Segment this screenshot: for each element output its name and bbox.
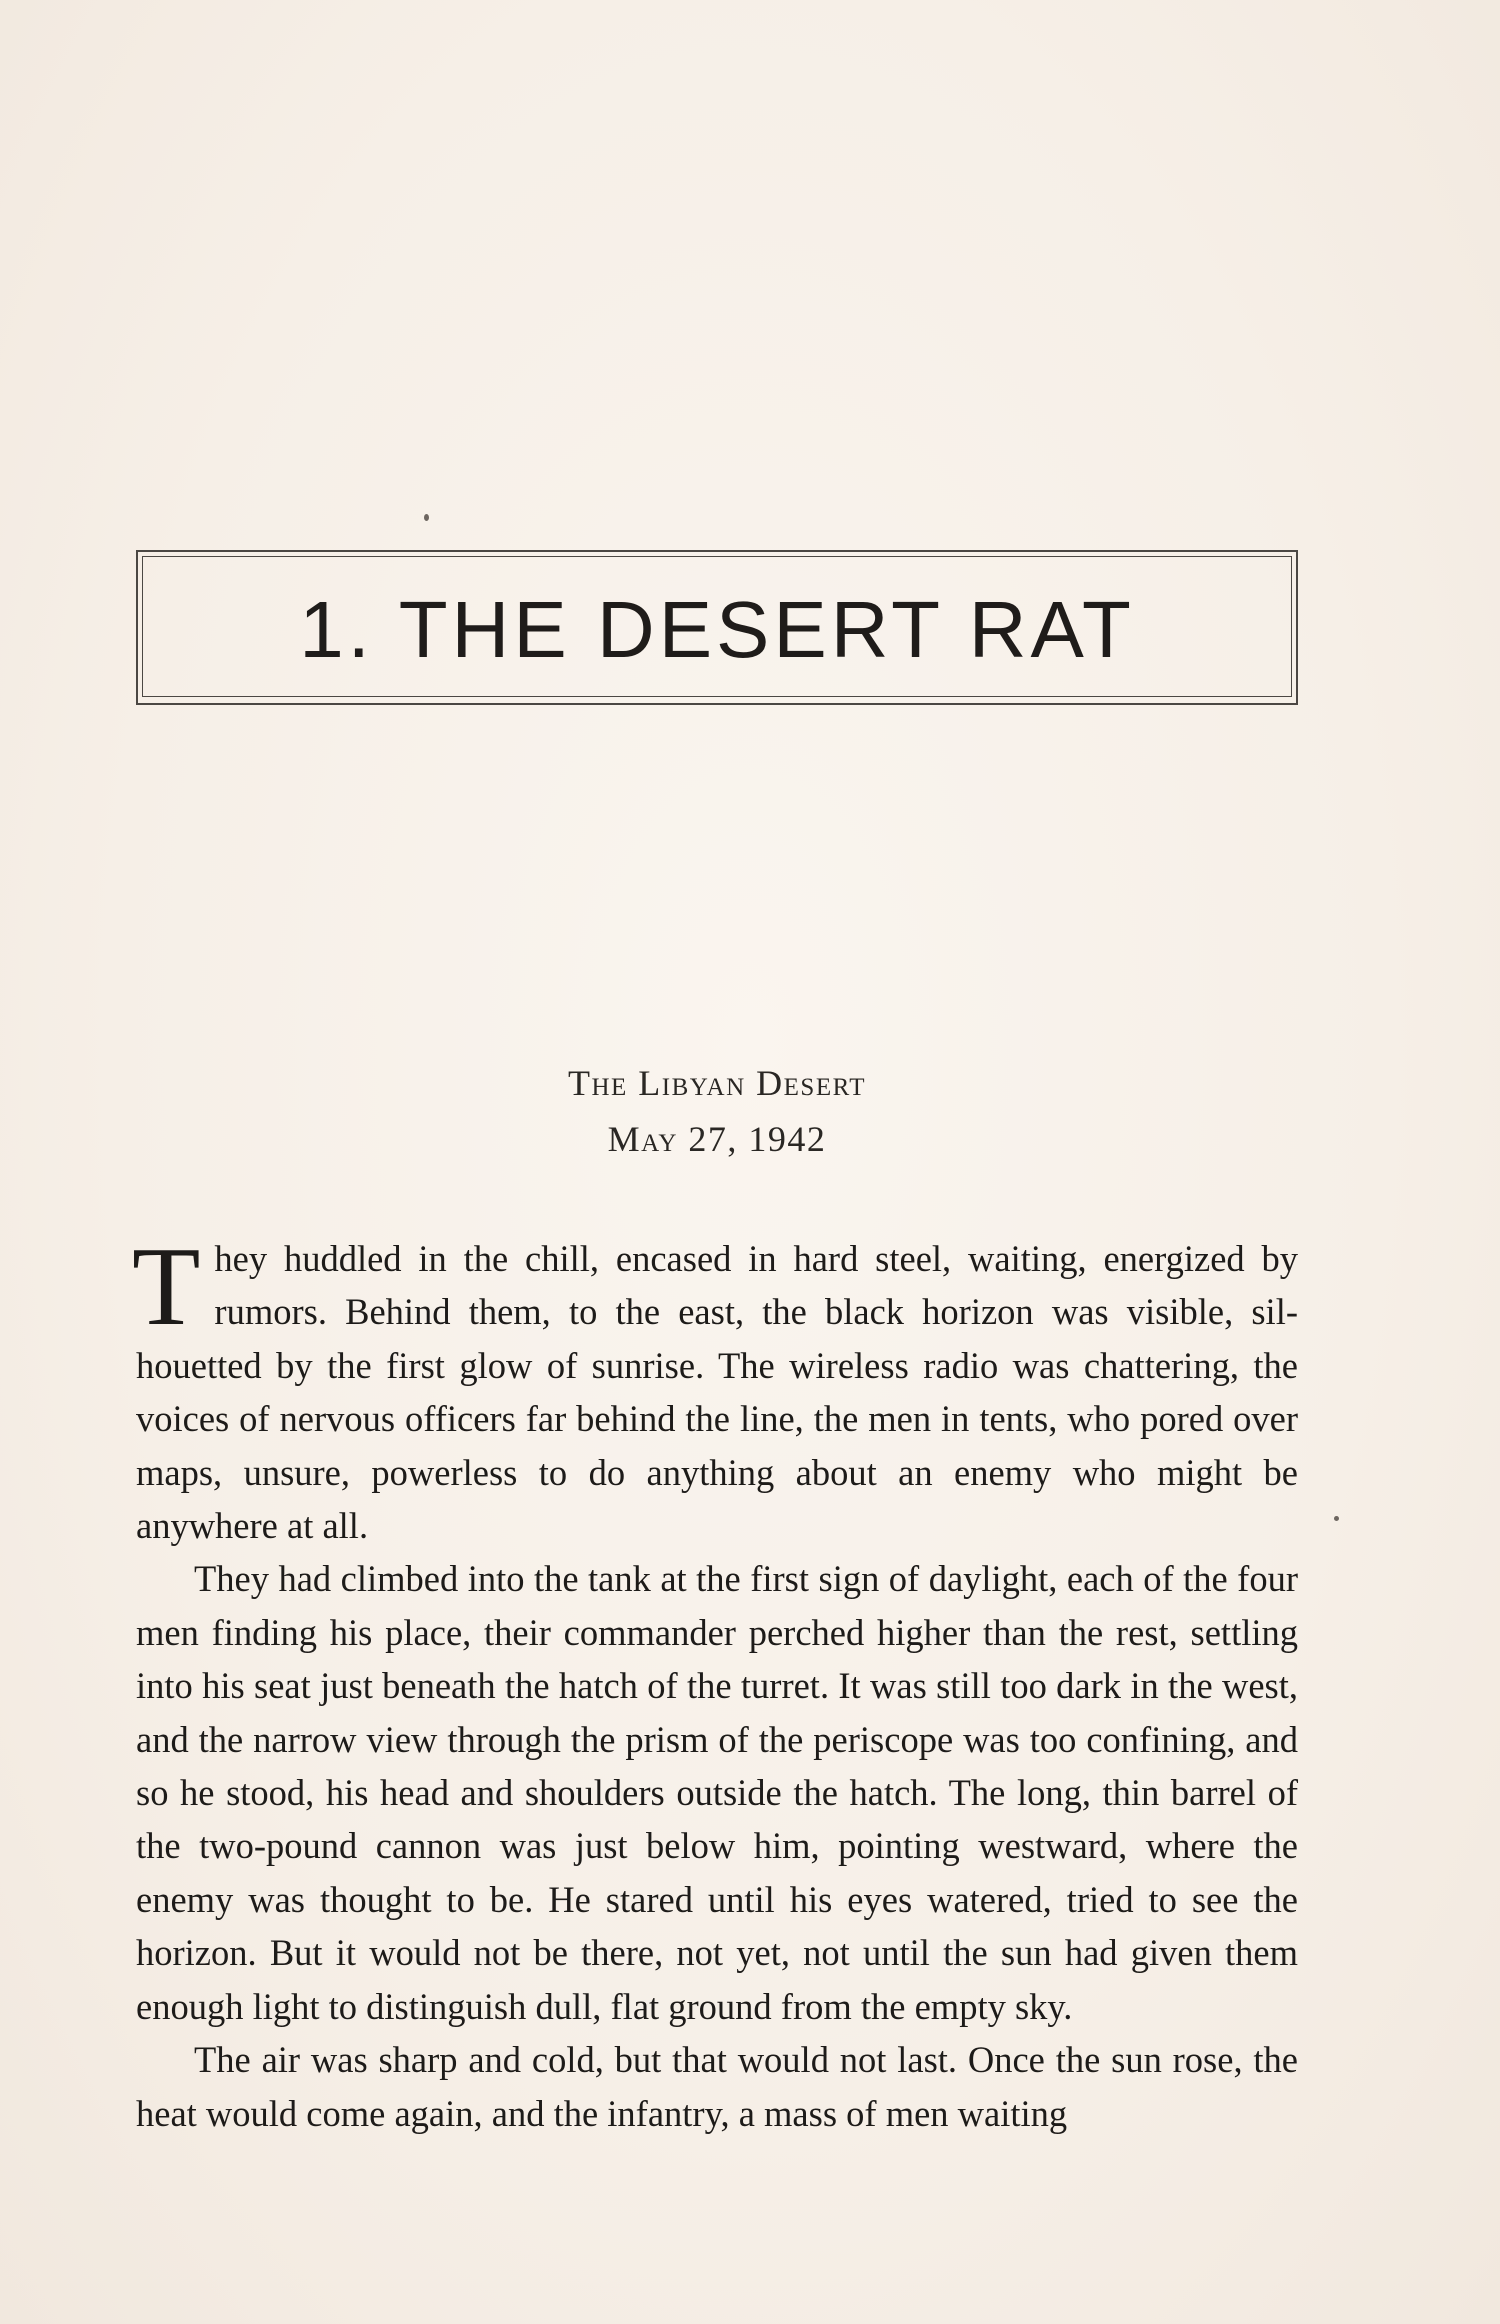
paragraph-1 <box>132 1225 1298 1552</box>
date-heading: May 27, 1942 <box>607 1119 827 1159</box>
paragraph-3: The air was sharp and cold, but that would not last. Once the sun rose, the heat would come again, and the infantry, a mass of men waiting <box>136 2039 1298 2134</box>
paragraph-1-text: hey huddled in the chill, encased in hard steel, waiting, energized by rumors. Behind them, to the east, the black horizon was visible, silhouetted by the first glow of sunrise. The wireless radio was chattering, the voices of nervous officers far behind the line, the men in tents, who pored over maps, unsure, powerless to do anything about an enemy who might be anywhere at all. <box>136 1238 1298 1547</box>
chapter-title: 1. THE DESERT RAT <box>299 584 1135 674</box>
chapter-body <box>132 1225 1298 2140</box>
ink-speck <box>1334 1516 1339 1521</box>
ink-speck <box>424 514 429 521</box>
paragraph-2: They had climbed into the tank at the first sign of daylight, each of the four men finding his place, their commander perched higher than the rest, settling into his seat just beneath the hatch of the turret. It was still too dark in the west, and the narrow view through the prism of the periscope was too confining, and so he stood, his head and shoulders outside the hatch. The long, thin barrel of the two-pound cannon was just below him, pointing westward, where the enemy was thought to be. He stared until his eyes watered, tried to see the horizon. But it would not be there, not yet, not until the sun had given them enough light to distinguish dull, flat ground from the empty sky. <box>136 1558 1298 2027</box>
drop-cap: T <box>132 1225 201 1349</box>
chapter-title-inner-frame <box>142 556 1292 697</box>
location-heading: The Libyan Desert <box>567 1063 867 1103</box>
chapter-title-frame <box>136 550 1298 705</box>
